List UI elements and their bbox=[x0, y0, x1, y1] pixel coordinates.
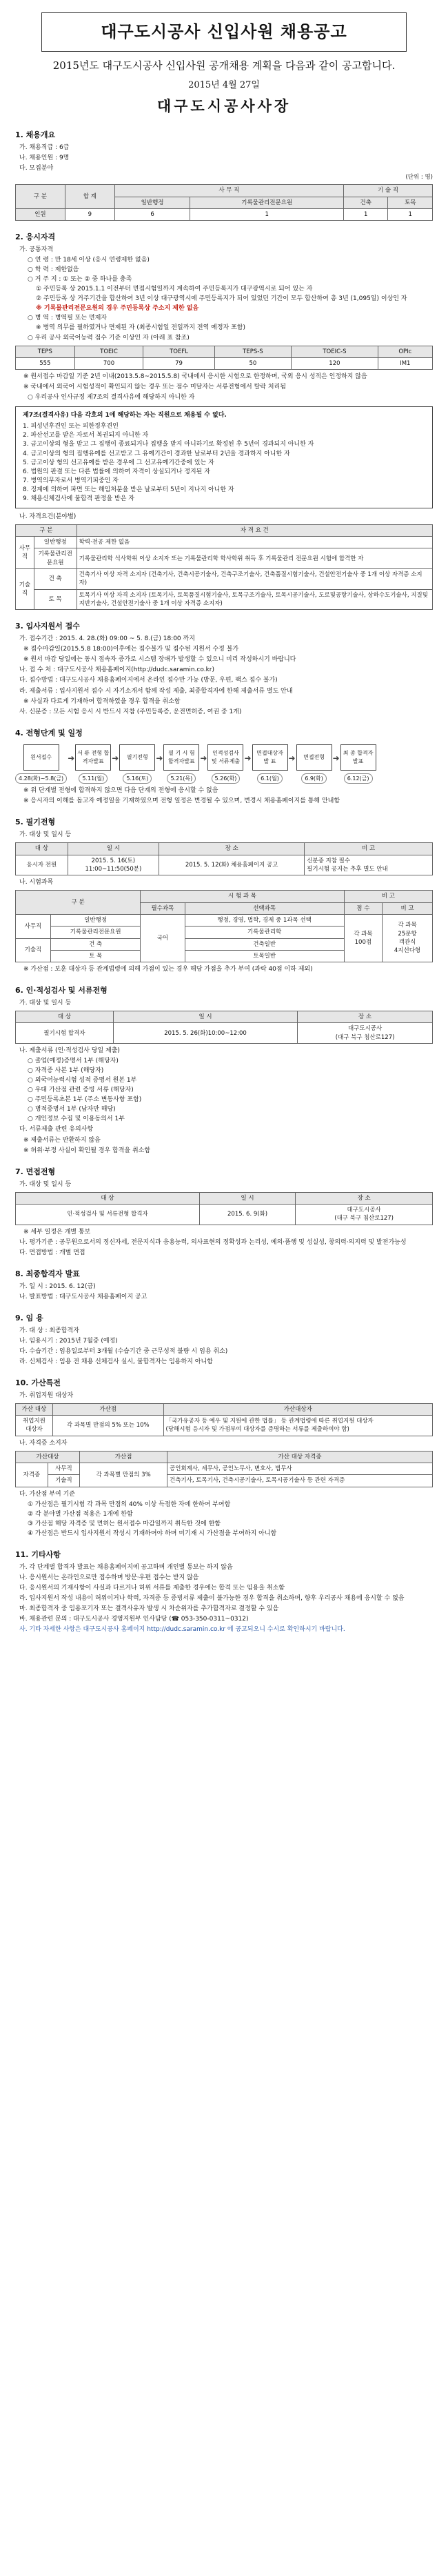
s2-line: ○ 병 역 : 병역필 또는 면제자 bbox=[28, 315, 107, 322]
s4-note: ※ 응시자의 이해를 돕고자 예정일을 기재하였으며 전형 일정은 변경될 수 있으며, 변경시 채용홈페이지를 통해 안내함 bbox=[23, 797, 340, 805]
s10-line: ③ 가산점 해당 자격증 및 면허는 원서접수 마감일까지 취득한 것에 한함 bbox=[28, 1520, 221, 1527]
s9-line: 라. 신체검사 : 임용 전 채용 신체검사 실시, 불합격자는 임용하지 아니함 bbox=[19, 1358, 213, 1365]
table-cell: 건축기사, 토목기사, 건축시공기술사, 토목시공기술사 등 관련 자격증 bbox=[167, 1475, 433, 1487]
table-header: 구 분 bbox=[16, 524, 77, 536]
table-cell: 기록물관리전문요원 bbox=[50, 927, 140, 938]
table-header: 점 수 bbox=[344, 902, 382, 914]
table-cell: 2015. 6. 9(화) bbox=[199, 1204, 295, 1225]
table-header: 필수과목 bbox=[141, 902, 185, 914]
s6-line: 다. 서류제출 관련 유의사항 bbox=[19, 1126, 94, 1133]
s3-line: 가. 접수기간 : 2015. 4. 28.(화) 09:00 ~ 5. 8.(금) 18:00 까지 bbox=[19, 635, 195, 643]
table-cell: 건 축 bbox=[50, 938, 140, 950]
arrow-right-icon: ➜ bbox=[244, 753, 252, 763]
table-header: TOEIC-S bbox=[292, 346, 378, 357]
table-header: 시 험 과 목 bbox=[141, 891, 344, 902]
section-11-title: 11. 기타사항 bbox=[15, 1549, 61, 1559]
step-label: 필 기 시 험 합격자발표 bbox=[163, 744, 199, 771]
table-cell: 1 bbox=[190, 208, 344, 220]
arrow-right-icon: ➜ bbox=[68, 753, 75, 763]
s7-note: ※ 세부 일정은 개별 통보 bbox=[23, 1228, 91, 1236]
s3-note: ※ 접수마감일(2015.5.8 18:00)이후에는 접수불가 및 접수된 지원서 수정 불가 bbox=[23, 646, 239, 653]
section-3-title: 3. 입사지원서 접수 bbox=[15, 622, 80, 631]
table-header: 대 상 bbox=[16, 1011, 114, 1023]
table-header: 일반행정 bbox=[114, 197, 190, 208]
table-cell: 일반행정 bbox=[50, 914, 140, 926]
step-label: 면접전형 bbox=[296, 744, 332, 771]
table-header: 장 소 bbox=[296, 1192, 433, 1204]
arrow-right-icon: ➜ bbox=[332, 753, 340, 763]
flow-step bbox=[119, 744, 155, 784]
table-header: 기록물관리전문요원 bbox=[190, 197, 344, 208]
s10-sub-title: 가. 취업지원 대상자 bbox=[19, 1391, 74, 1399]
table-header: 합 계 bbox=[65, 185, 114, 209]
table-header: 가산대상 bbox=[16, 1451, 80, 1463]
section-7-title: 7. 면접전형 bbox=[15, 1167, 56, 1176]
step-label: 인적성검사 및 서류제출 bbox=[207, 744, 243, 771]
table-header: 장 소 bbox=[298, 1011, 433, 1023]
s2-note: ※ 원서접수 마감일 기준 2년 이내(2013.5.8~2015.5.8) 국내에서 응시한 시험으로 한정하며, 국외 응시 성적은 인정하지 않음 bbox=[23, 373, 367, 381]
table-cell: 9 bbox=[65, 208, 114, 220]
s9-line: 나. 임용시기 : 2015년 7월중 (예정) bbox=[19, 1337, 118, 1345]
table-cell: 2015. 5. 16(토) 11:00~11:50(50분) bbox=[68, 855, 159, 875]
table-cell: 79 bbox=[143, 357, 214, 369]
notice-org: 대구도시공사사장 bbox=[156, 97, 292, 115]
table-cell: 인·적성검사 및 서류전형 합격자 bbox=[16, 1204, 200, 1225]
step-date: 4.28(화)~5.8(금) bbox=[15, 773, 67, 784]
table-header: TOEFL bbox=[143, 346, 214, 357]
table-header: 일 시 bbox=[68, 843, 159, 855]
aptitude-schedule-table bbox=[15, 1011, 433, 1044]
table-header: 구 분 bbox=[16, 185, 65, 209]
box-item: 2. 파산선고를 받은 자로서 복권되지 아니한 자 bbox=[23, 432, 149, 439]
section-8-title: 8. 최종합격자 발표 bbox=[15, 1269, 80, 1278]
table-header: OPIc bbox=[378, 346, 432, 357]
box-item: 6. 법원의 판결 또는 다른 법률에 의하여 자격이 상실되거나 정지된 자 bbox=[23, 468, 210, 475]
disqualification-box bbox=[15, 406, 433, 508]
table-cell: 공인회계사, 세무사, 공인노무사, 변호사, 법무사 bbox=[167, 1463, 433, 1475]
table-cell: 토목기사 이상 자격 소지자 (토목기사, 토목품질시험기술사, 토목구조기술사, 토목시공기술사, 도로및공항기술사, 상하수도기술사, 지질및지반기술사, 건설안전기술사 중 1개 이상 자격증 소지자) bbox=[77, 589, 432, 610]
arrow-right-icon: ➜ bbox=[156, 753, 163, 763]
table-cell: 건 축 bbox=[34, 569, 77, 590]
table-cell: 각 과목별 만점의 3% bbox=[80, 1463, 167, 1487]
table-cell: 대구도시공사 (대구 북구 침산로127) bbox=[296, 1204, 433, 1225]
table-cell: 6 bbox=[114, 208, 190, 220]
box-item: 1. 피성년후견인 또는 피한정후견인 bbox=[23, 423, 119, 430]
table-header: 자 격 요 건 bbox=[77, 524, 432, 536]
s2-sub-title: 나. 자격요건(분야별) bbox=[19, 513, 77, 520]
table-cell: 「국가유공자 등 예우 및 지원에 관한 법률」 등 관계법령에 따른 취업지원 대상자 (당해시험 응시자 및 가점부여 대상자를 증명하는 서류를 제출하여야 함) bbox=[163, 1416, 433, 1436]
section-4-title: 4. 전형단계 및 일정 bbox=[15, 728, 83, 737]
step-label: 원서접수 bbox=[23, 744, 59, 771]
table-header: 비 고 bbox=[305, 843, 433, 855]
s2-line: ○ 연 령 : 만 18세 이상 (응시 연령제한 없음) bbox=[28, 257, 150, 264]
table-header: 가산 대상 bbox=[16, 1403, 53, 1415]
s2-line: 가. 공통자격 bbox=[19, 246, 54, 254]
table-cell: 555 bbox=[16, 357, 75, 369]
table-header: 대 상 bbox=[16, 1192, 200, 1204]
arrow-right-icon: ➜ bbox=[288, 753, 296, 763]
table-cell: 토목일반 bbox=[185, 950, 344, 962]
s9-line: 가. 대 상 : 최종합격자 bbox=[19, 1327, 79, 1334]
notice-intro: 2015년도 대구도시공사 신입사원 공개채용 계획을 다음과 같이 공고합니다. bbox=[52, 59, 396, 72]
table-header: TEPS bbox=[16, 346, 75, 357]
s10-line: 다. 가산점 부여 기준 bbox=[19, 1490, 75, 1498]
table-cell: 건축일반 bbox=[185, 938, 344, 950]
s4-note: ※ 위 단계별 전형에 합격하지 않으면 다음 단계의 전형에 응시할 수 없음 bbox=[23, 787, 218, 795]
notice-date: 2015년 4월 27일 bbox=[188, 79, 260, 90]
step-date: 5.16(토) bbox=[123, 773, 152, 784]
s2-line: ○ 거 주 지 : ① 또는 ② 중 하나를 충족 bbox=[28, 276, 132, 284]
process-flow bbox=[15, 744, 433, 784]
s6-line: ○ 외국어능력시험 성적 증명서 원본 1부 bbox=[28, 1077, 137, 1084]
table-cell: 각 과목별 만점의 5% 또는 10% bbox=[52, 1416, 163, 1436]
s11-line: 나. 응시원서는 온라인으로만 접수하며 방문·우편 접수는 받지 않음 bbox=[19, 1574, 199, 1581]
written-exam-schedule-table bbox=[15, 842, 433, 875]
table-cell: 신분증 지참 필수 필기시험 공지는 추후 별도 안내 bbox=[305, 855, 433, 875]
s2-line: ① 주민등록 상 2015.1.1 이전부터 면접시험일까지 계속하여 주민등록지가 대구광역시로 되어 있는 자 bbox=[36, 286, 313, 293]
box-title: 제7조(결격사유) 다음 각호의 1에 해당하는 자는 직원으로 채용될 수 없다. bbox=[23, 412, 227, 419]
table-header: 구 분 bbox=[16, 891, 141, 915]
step-label: 최 종 합격자발표 bbox=[340, 744, 376, 771]
s7-line: 나. 평가기준 : 공무원으로서의 정신자세, 전문지식과 응용능력, 의사표현의 정확성과 논리성, 예의·품행 및 성실성, 창의력·의지력 및 발전가능성 bbox=[19, 1238, 407, 1246]
table-cell: 1 bbox=[388, 208, 433, 220]
step-date: 6.9(화) bbox=[301, 773, 327, 784]
certificate-bonus-table bbox=[15, 1451, 433, 1487]
s6-line: ○ 졸업(예정)증명서 1부 (해당자) bbox=[28, 1058, 119, 1065]
table-cell: 행정, 경영, 법학, 경제 중 1과목 선택 bbox=[185, 914, 344, 926]
table-cell: 일반행정 bbox=[34, 537, 77, 548]
s1-line: 다. 모집분야 bbox=[19, 164, 54, 172]
box-item: 5. 금고이상 형의 선고유예를 받은 경우에 그 선고유예기간중에 있는 자 bbox=[23, 459, 214, 466]
s6-sub-title: 가. 대상 및 일시 등 bbox=[19, 1000, 72, 1007]
table-header: 대 상 bbox=[16, 843, 68, 855]
table-cell: 50 bbox=[214, 357, 291, 369]
step-date: 6.1(월) bbox=[257, 773, 283, 784]
section-5-title: 5. 필기전형 bbox=[15, 818, 56, 827]
table-cell: 700 bbox=[74, 357, 143, 369]
section-10-title: 10. 가산특전 bbox=[15, 1378, 61, 1387]
table-cell: 취업지원 대상자 bbox=[16, 1416, 53, 1436]
table-cell: 토 목 bbox=[34, 589, 77, 610]
s11-line: 라. 입사지원서 작성 내용이 허위이거나 학력, 자격증 등 증빙서류 제출이 불가능한 경우 합격을 취소하며, 향후 우리공사 채용에 응시할 수 없음 bbox=[19, 1595, 405, 1603]
s2-line: ② 주민등록 상 거주기간을 합산하여 3년 이상 대구광역시에 주민등록지가 되어 있었던 기간이 모두 합산하여 총 3년 (1,095일) 이상인 자 bbox=[36, 295, 407, 303]
table-cell: 자격증 bbox=[16, 1463, 48, 1487]
table-header: 가산점 bbox=[80, 1451, 167, 1463]
table-cell: 2015. 5. 12(화) 채용홈페이지 공고 bbox=[159, 855, 305, 875]
step-label: 서 류 전형 합격자발표 bbox=[75, 744, 111, 771]
table-header: 일 시 bbox=[199, 1192, 295, 1204]
s11-line: 다. 응시원서의 기재사항이 사실과 다르거나 허위 서류를 제출한 경우에는 합격 또는 임용을 취소함 bbox=[19, 1585, 285, 1592]
table-cell: 인원 bbox=[16, 208, 65, 220]
s3-line: 라. 제출서류 : 입사지원서 접수 시 자기소개서 함께 작성 제출, 최종합격자에 한해 제출서류 별도 안내 bbox=[19, 687, 293, 695]
box-item: 4. 금고이상의 형의 집행유예를 선고받고 그 유예기간이 경과한 날로부터 2년을 경과하지 아니한 자 bbox=[23, 450, 290, 457]
s10-line: ① 가산점은 필기시험 각 과목 만점의 40% 이상 득점한 자에 한하여 부여함 bbox=[28, 1500, 231, 1508]
box-item: 8. 징계에 의하여 파면 또는 해임처분을 받은 날로부터 5년이 지나지 아니한 자 bbox=[23, 486, 234, 493]
table-cell: 2015. 5. 26(화)10:00~12:00 bbox=[113, 1023, 297, 1044]
table-cell: 기록물관리전문요원 bbox=[34, 548, 77, 569]
s11-line: 바. 채용관련 문의 : 대구도시공사 경영지원부 인사담당 (☎ 053-350-0311~0312) bbox=[19, 1616, 249, 1623]
table-header: 가산점 bbox=[52, 1403, 163, 1415]
s2-line: ○ 우리공사 인사규정 제7조의 결격사유에 해당하지 아니한 자 bbox=[28, 394, 195, 402]
s8-line: 나. 발표방법 : 대구도시공사 채용홈페이지 공고 bbox=[19, 1293, 147, 1300]
table-header: 비 고 bbox=[383, 902, 433, 914]
s3-line: 사. 신분증 : 모든 시험 응시 시 반드시 지참 (주민등록증, 운전면허증, 여권 중 1개) bbox=[19, 708, 242, 715]
flow-step bbox=[296, 744, 332, 784]
table-cell: 기술직 bbox=[48, 1475, 80, 1487]
table-cell: 국어 bbox=[141, 914, 185, 962]
table-header: TEPS-S bbox=[214, 346, 291, 357]
flow-step bbox=[340, 744, 376, 784]
section-9-title: 9. 임 용 bbox=[15, 1313, 43, 1322]
table-cell: 기술직 bbox=[16, 569, 34, 610]
recruitment-table bbox=[15, 184, 433, 221]
box-item: 7. 병역의무자로서 병역기피중인 자 bbox=[23, 477, 119, 484]
s1-line: 가. 채용직급 : 6급 bbox=[19, 143, 70, 151]
table-cell: 각 과목 25문항 객관식 4지선다형 bbox=[383, 914, 433, 962]
section-1-title: 1. 채용개요 bbox=[15, 130, 56, 139]
flow-step bbox=[252, 744, 288, 784]
step-date: 5.21(목) bbox=[167, 773, 196, 784]
veteran-bonus-table bbox=[15, 1403, 433, 1436]
table-header: TOEIC bbox=[74, 346, 143, 357]
s2-highlight-line: ※ 기록물관리전문요원의 경우 주민등록상 주소지 제한 없음 bbox=[36, 305, 199, 313]
s2-line: ○ 학 력 : 제한없음 bbox=[28, 266, 79, 274]
box-item: 3. 금고이상의 형을 받고 그 집행이 종료되거나 집행을 받지 아니하기로 확정된 후 5년이 경과되지 아니한 자 bbox=[23, 441, 314, 448]
arrow-right-icon: ➜ bbox=[200, 753, 207, 763]
s3-note: ※ 사실과 다르게 기재하여 합격하였을 경우 합격을 취소함 bbox=[23, 697, 181, 705]
flow-step bbox=[75, 744, 111, 784]
table-cell: 건축기사 이상 자격 소지자 (건축기사, 건축시공기술사, 건축구조기술사, 건축품질시험기술사, 건설안전기술사 중 1개 이상 자격증 소지자) bbox=[77, 569, 432, 590]
table-header: 기 술 직 bbox=[344, 185, 433, 197]
s3-line: 나. 접 수 처 : 대구도시공사 채용홈페이지(http://dudc.saramin.co.kr) bbox=[19, 666, 215, 674]
s11-homepage-line[interactable]: 사. 기타 자세한 사항은 대구도시공사 홈페이지 http://dudc.saramin.co.kr 에 공고되오니 수시로 확인하시기 바랍니다. bbox=[19, 1626, 345, 1634]
s5-note: ※ 가산점 : 보훈 대상자 등 관계법령에 의해 가점이 있는 경우 해당 가점을 추가 부여 (과락 40점 이하 제외) bbox=[23, 966, 313, 973]
s2-line: ○ 우리 공사 외국어능력 점수 기준 이상인 자 (아래 표 참조) bbox=[28, 334, 190, 341]
box-item: 9. 채용신체검사에 불합격 판정을 받은 자 bbox=[23, 495, 134, 502]
table-cell: 사무직 bbox=[48, 1463, 80, 1475]
unit-label: (단위 : 명) bbox=[405, 173, 433, 181]
s10-line: ④ 가산점은 반드시 입사지원서 작성시 기재하여야 하며 미기재 시 가산점을 부여하지 아니함 bbox=[28, 1529, 277, 1537]
table-header: 가산대상자 bbox=[163, 1403, 433, 1415]
step-label: 필기전형 bbox=[119, 744, 155, 771]
qualification-table bbox=[15, 524, 433, 611]
step-date: 6.12(금) bbox=[344, 773, 373, 784]
table-cell: 120 bbox=[292, 357, 378, 369]
flow-step bbox=[207, 744, 243, 784]
s3-note: ※ 원서 마감 당일에는 동시 접속자 증가로 시스템 장애가 발생할 수 있으니 미리 작성하시기 바랍니다 bbox=[23, 656, 296, 664]
table-cell: IM1 bbox=[378, 357, 432, 369]
s6-line: ○ 자격증 사본 1부 (해당자) bbox=[28, 1067, 104, 1075]
s8-line: 가. 일 시 : 2015. 6. 12(금) bbox=[19, 1282, 96, 1290]
s6-line: 나. 제출서류 (인·적성검사 당일 제출) bbox=[19, 1047, 120, 1055]
s6-line: ○ 주민등록초본 1부 (주소 변동사항 포함) bbox=[28, 1096, 142, 1104]
flow-step bbox=[15, 744, 67, 784]
s6-note: ※ 제출서류는 반환하지 않음 bbox=[23, 1136, 101, 1144]
s9-line: 다. 수습기간 : 임용일로부터 3개월 (수습기간 중 근무성적 불량 시 임용 취소) bbox=[19, 1347, 228, 1355]
table-header: 토목 bbox=[388, 197, 433, 208]
s5-sub-title: 나. 시험과목 bbox=[19, 879, 54, 886]
section-2-title: 2. 응시자격 bbox=[15, 232, 56, 242]
table-cell: 학력·전공 제한 없음 bbox=[77, 537, 432, 548]
table-cell: 각 과목 100점 bbox=[344, 914, 382, 962]
arrow-right-icon: ➜ bbox=[112, 753, 119, 763]
table-cell: 1 bbox=[344, 208, 388, 220]
table-header: 비 고 bbox=[344, 891, 432, 902]
s10-sub-title: 나. 자격증 소지자 bbox=[19, 1439, 68, 1447]
s2-note: ※ 국내에서 외국어 시험성적이 확인되지 않는 경우 또는 점수 미달자는 서류전형에서 탈락 처리됨 bbox=[23, 384, 286, 391]
s7-line: 다. 면접방법 : 개별 면접 bbox=[19, 1249, 85, 1256]
table-cell: 기록물관리학 석사학위 이상 소지자 또는 기록물관리학 학사학위 취득 후 기록물관리 전문요원 시험에 합격한 자 bbox=[77, 548, 432, 569]
s10-line: ② 각 분야별 가산점 적용은 1개에 한함 bbox=[28, 1510, 133, 1518]
table-header: 가산 대상 자격증 bbox=[167, 1451, 433, 1463]
s6-line: ○ 우대 가산점 관련 증빙 서류 (해당자) bbox=[28, 1087, 134, 1094]
step-label: 면접대상자 발 표 bbox=[252, 744, 288, 771]
interview-schedule-table bbox=[15, 1192, 433, 1225]
table-cell: 필기시험 합격자 bbox=[16, 1023, 114, 1044]
table-cell: 기술직 bbox=[16, 938, 51, 962]
table-header: 일 시 bbox=[113, 1011, 297, 1023]
table-header: 사 무 직 bbox=[114, 185, 343, 197]
table-header: 장 소 bbox=[159, 843, 305, 855]
table-header: 선택과목 bbox=[185, 902, 344, 914]
table-cell: 응시자 전원 bbox=[16, 855, 68, 875]
s6-note: ※ 허위·부정 사실이 확인될 경우 합격을 취소함 bbox=[23, 1147, 151, 1154]
table-cell: 대구도시공사 (대구 북구 침산로127) bbox=[298, 1023, 433, 1044]
exam-subject-table bbox=[15, 890, 433, 962]
s6-line: ○ 개인정보 수집 및 이용동의서 1부 bbox=[28, 1116, 125, 1123]
table-cell: 토 목 bbox=[50, 950, 140, 962]
flow-step bbox=[163, 744, 199, 784]
s6-line: ○ 병적증명서 1부 (남자만 해당) bbox=[28, 1106, 116, 1113]
s3-line: 다. 접수방법 : 대구도시공사 채용홈페이지에서 온라인 접수만 가능 (방문, 우편, 팩스 접수 불가) bbox=[19, 677, 278, 684]
s11-line: 마. 최종합격자 중 임용포기자 또는 결격사유자 발생 시 차순위자를 추가합격자로 결정할 수 있음 bbox=[19, 1605, 279, 1613]
s7-sub-title: 가. 대상 및 일시 등 bbox=[19, 1180, 72, 1188]
table-cell: 사무직 bbox=[16, 914, 51, 938]
table-cell: 사무직 bbox=[16, 537, 34, 569]
step-date: 5.26(화) bbox=[212, 773, 241, 784]
section-6-title: 6. 인·적성검사 및 서류전형 bbox=[15, 986, 108, 995]
table-header: 건축 bbox=[344, 197, 388, 208]
s11-line: 가. 각 단계별 합격자 발표는 채용홈페이지에 공고하며 개인별 통보는 하지 않음 bbox=[19, 1563, 233, 1571]
s5-sub-title: 가. 대상 및 일시 등 bbox=[19, 831, 72, 839]
step-date: 5.11(월) bbox=[79, 773, 108, 784]
language-score-table bbox=[15, 346, 433, 370]
s1-line: 나. 채용인원 : 9명 bbox=[19, 154, 70, 161]
s2-line: ※ 병역 의무를 필하였거나 면제된 자 (최종시험일 전일까지 전역 예정자 포함) bbox=[36, 324, 245, 332]
notice-title: 대구도시공사 신입사원 채용공고 bbox=[41, 12, 407, 52]
table-cell: 기록물관리학 bbox=[185, 927, 344, 938]
